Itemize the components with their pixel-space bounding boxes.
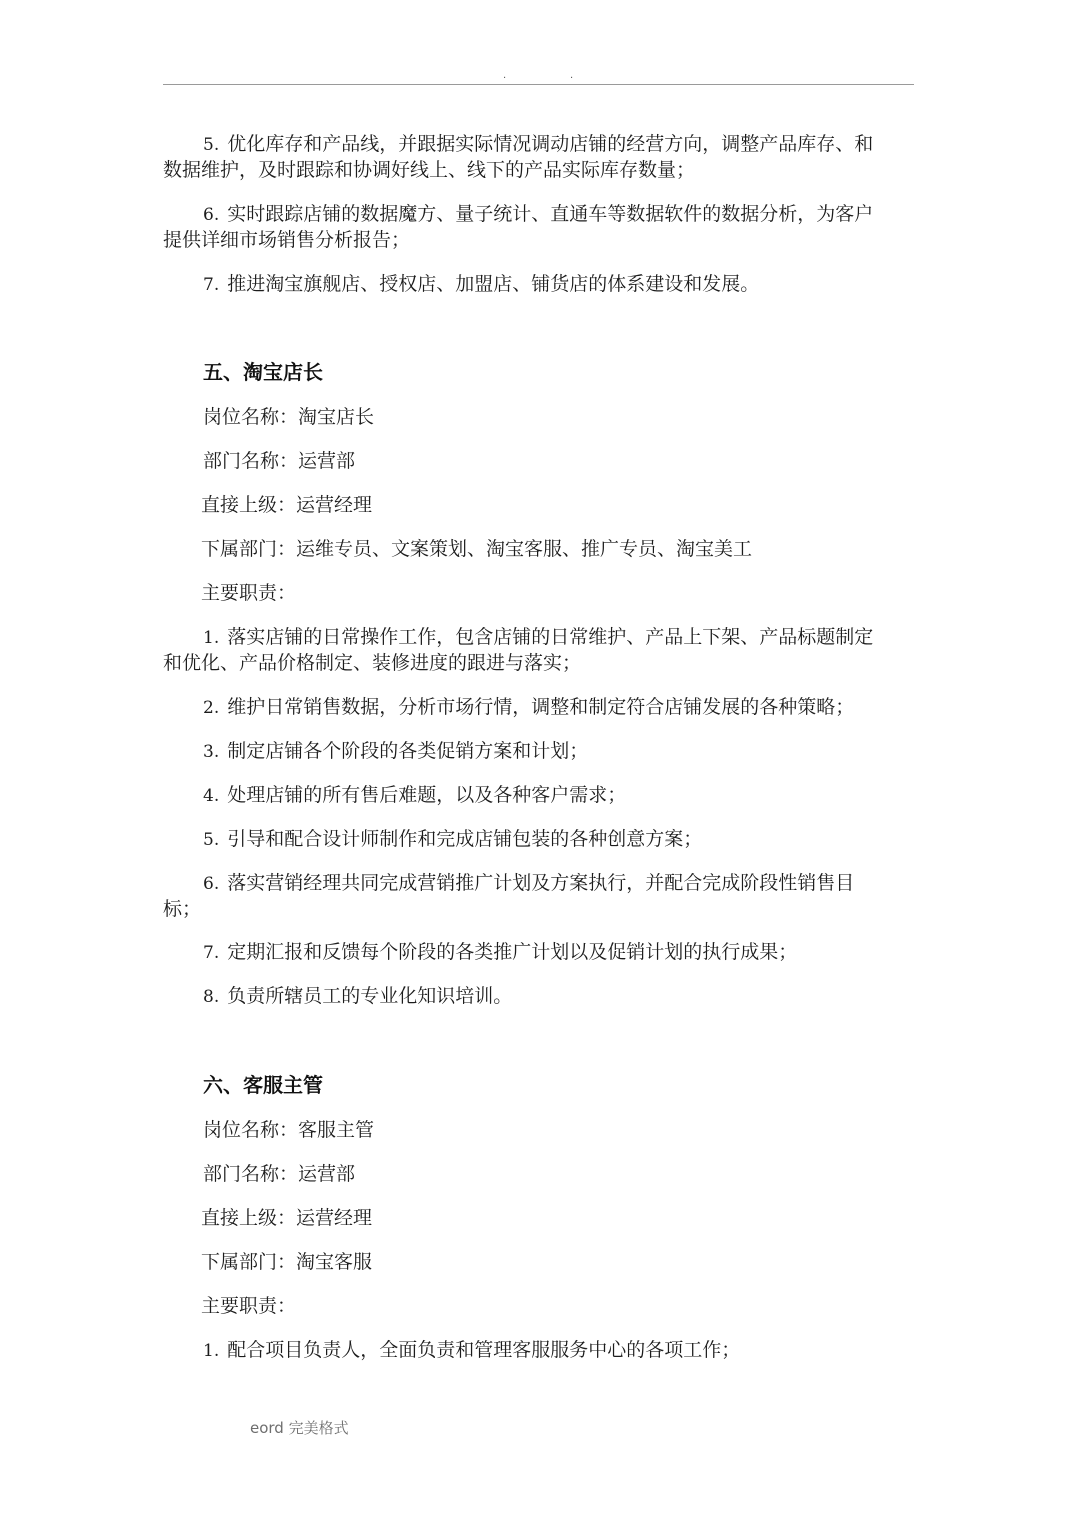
list-number: 7. xyxy=(203,943,220,963)
list-text: 实时跟踪店铺的数据魔方、量子统计、直通车等数据软件的数据分析，为客户 xyxy=(227,203,874,225)
header-dot-2: · xyxy=(570,73,574,84)
list-number: 5. xyxy=(203,830,220,850)
page-footer: eord 完美格式 xyxy=(250,1419,349,1437)
list-text: 负责所辖员工的专业化知识培训。 xyxy=(227,985,513,1007)
list-item-5 xyxy=(203,131,873,158)
list-number: 5. xyxy=(203,135,220,155)
section-5-subordinates: 下属部门：运维专员、文案策划、淘宝客服、推广专员、淘宝美工 xyxy=(201,538,753,560)
section-5-position: 岗位名称：淘宝店长 xyxy=(203,406,375,428)
section-6-department: 部门名称：运营部 xyxy=(203,1163,356,1185)
list-text: 推进淘宝旗舰店、授权店、加盟店、铺货店的体系建设和发展。 xyxy=(227,273,760,295)
list-item-6-cont: 提供详细市场销售分析报告； xyxy=(163,229,411,251)
section-6-position: 岗位名称：客服主管 xyxy=(203,1119,375,1141)
duty-item-4 xyxy=(203,782,626,809)
list-number: 6. xyxy=(203,874,220,894)
header-dot-1: · xyxy=(503,73,507,84)
list-text: 定期汇报和反馈每个阶段的各类推广计划以及促销计划的执行成果； xyxy=(227,941,798,963)
list-number: 1. xyxy=(203,628,220,648)
duty-item-2 xyxy=(203,694,854,721)
list-text: 落实营销经理共同完成营销推广计划及方案执行，并配合完成阶段性销售目 xyxy=(227,872,855,894)
section-6-heading: 六、客服主管 xyxy=(203,1073,323,1097)
list-text: 优化库存和产品线，并跟据实际情况调动店铺的经营方向，调整产品库存、和 xyxy=(227,133,874,155)
list-text: 引导和配合设计师制作和完成店铺包装的各种创意方案； xyxy=(227,828,703,850)
duty-item-8 xyxy=(203,983,512,1010)
duty-item-6 xyxy=(203,870,854,897)
list-text: 维护日常销售数据，分析市场行情，调整和制定符合店铺发展的各种策略； xyxy=(227,696,855,718)
list-number: 1. xyxy=(203,1341,220,1361)
duty-item-7 xyxy=(203,939,797,966)
list-item-5-cont: 数据维护，及时跟踪和协调好线上、线下的产品实际库存数量； xyxy=(163,159,696,181)
section-5-department: 部门名称：运营部 xyxy=(203,450,356,472)
header-rule xyxy=(163,84,914,85)
list-item-6 xyxy=(203,201,873,228)
list-number: 6. xyxy=(203,205,220,225)
section-6-duties-label: 主要职责： xyxy=(201,1295,297,1317)
section-6-duty-item-1 xyxy=(203,1337,740,1364)
list-number: 3. xyxy=(203,742,220,762)
section-6-superior: 直接上级：运营经理 xyxy=(201,1207,373,1229)
list-number: 2. xyxy=(203,698,220,718)
duty-item-1-cont: 和优化、产品价格制定、装修进度的跟进与落实； xyxy=(163,652,582,674)
list-number: 4. xyxy=(203,786,220,806)
duty-item-1 xyxy=(203,624,873,651)
list-item-7 xyxy=(203,271,759,298)
section-6-subordinates: 下属部门：淘宝客服 xyxy=(201,1251,373,1273)
list-text: 配合项目负责人，全面负责和管理客服服务中心的各项工作； xyxy=(227,1339,741,1361)
section-5-duties-label: 主要职责： xyxy=(201,582,297,604)
duty-item-3 xyxy=(203,738,588,765)
list-number: 8. xyxy=(203,987,220,1007)
list-text: 制定店铺各个阶段的各类促销方案和计划； xyxy=(227,740,589,762)
list-number: 7. xyxy=(203,275,220,295)
duty-item-5 xyxy=(203,826,702,853)
section-5-heading: 五、淘宝店长 xyxy=(203,360,323,384)
list-text: 处理店铺的所有售后难题，以及各种客户需求； xyxy=(227,784,627,806)
list-text: 落实店铺的日常操作工作，包含店铺的日常维护、产品上下架、产品标题制定 xyxy=(227,626,874,648)
section-5-superior: 直接上级：运营经理 xyxy=(201,494,373,516)
duty-item-6-cont: 标； xyxy=(163,898,202,920)
